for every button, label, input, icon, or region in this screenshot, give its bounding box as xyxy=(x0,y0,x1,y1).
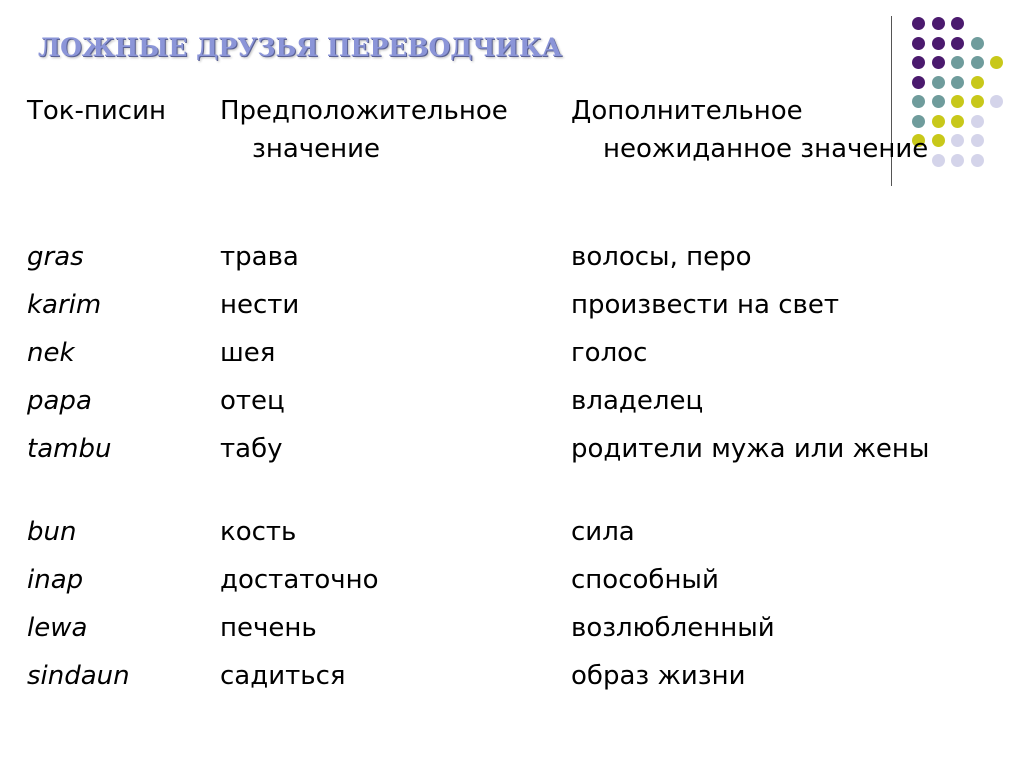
row-actual: родители мужа или жены xyxy=(571,434,930,464)
row-actual: образ жизни xyxy=(571,661,746,691)
decor-dot xyxy=(932,154,945,167)
row-word: bun xyxy=(27,517,77,547)
decor-dot xyxy=(951,134,964,147)
row-word: papa xyxy=(27,386,92,416)
row-actual: возлюбленный xyxy=(571,613,775,643)
row-assumed: садиться xyxy=(220,661,346,691)
decor-dot xyxy=(971,37,984,50)
header-assumed-line1: Предположительное xyxy=(220,96,508,126)
row-assumed: нести xyxy=(220,290,300,320)
decor-dot xyxy=(990,95,1003,108)
decor-dot xyxy=(932,76,945,89)
row-assumed: табу xyxy=(220,434,283,464)
header-assumed-meaning xyxy=(220,92,508,168)
header-unexpected-meaning xyxy=(571,92,928,168)
decor-dot xyxy=(951,17,964,30)
decor-dot xyxy=(951,95,964,108)
row-assumed: достаточно xyxy=(220,565,379,595)
header-unexpected-line2: неожиданное значение xyxy=(603,134,929,164)
row-actual: произвести на свет xyxy=(571,290,840,320)
header-assumed-line2: значение xyxy=(252,134,381,164)
row-assumed: трава xyxy=(220,242,299,272)
row-actual: способный xyxy=(571,565,719,595)
row-word: tambu xyxy=(27,434,112,464)
row-assumed: отец xyxy=(220,386,285,416)
decor-dot xyxy=(971,95,984,108)
decor-dot xyxy=(932,17,945,30)
decor-dot xyxy=(932,56,945,69)
row-word: lewa xyxy=(27,613,88,643)
row-actual: владелец xyxy=(571,386,704,416)
row-actual: голос xyxy=(571,338,648,368)
header-tok-pisin xyxy=(27,92,166,130)
row-actual: сила xyxy=(571,517,635,547)
decor-dot xyxy=(971,154,984,167)
row-actual: волосы, перо xyxy=(571,242,752,272)
row-word: inap xyxy=(27,565,84,595)
decor-dot xyxy=(951,76,964,89)
decor-dot xyxy=(990,56,1003,69)
decor-dot xyxy=(912,56,925,69)
row-word: karim xyxy=(27,290,102,320)
row-assumed: кость xyxy=(220,517,297,547)
decor-dot xyxy=(971,56,984,69)
slide-title: ЛОЖНЫЕ ДРУЗЬЯ ПЕРЕВОДЧИКА xyxy=(38,33,563,62)
decor-dot xyxy=(971,76,984,89)
decor-dot xyxy=(951,115,964,128)
decor-dot xyxy=(912,76,925,89)
decor-dot xyxy=(951,154,964,167)
row-assumed: шея xyxy=(220,338,276,368)
decor-dot xyxy=(932,115,945,128)
row-word: sindaun xyxy=(27,661,130,691)
decor-dot xyxy=(932,134,945,147)
row-word: gras xyxy=(27,242,84,272)
decor-dot xyxy=(912,17,925,30)
decor-dot xyxy=(971,134,984,147)
decor-dot xyxy=(951,37,964,50)
row-word: nek xyxy=(27,338,75,368)
header-unexpected-line1: Дополнительное xyxy=(571,96,803,126)
decor-dot xyxy=(971,115,984,128)
decor-dot xyxy=(912,37,925,50)
decor-dot xyxy=(951,56,964,69)
decor-dot xyxy=(932,37,945,50)
row-assumed: печень xyxy=(220,613,317,643)
header-tok-pisin-label: Ток-писин xyxy=(27,96,166,126)
decor-dot xyxy=(932,95,945,108)
